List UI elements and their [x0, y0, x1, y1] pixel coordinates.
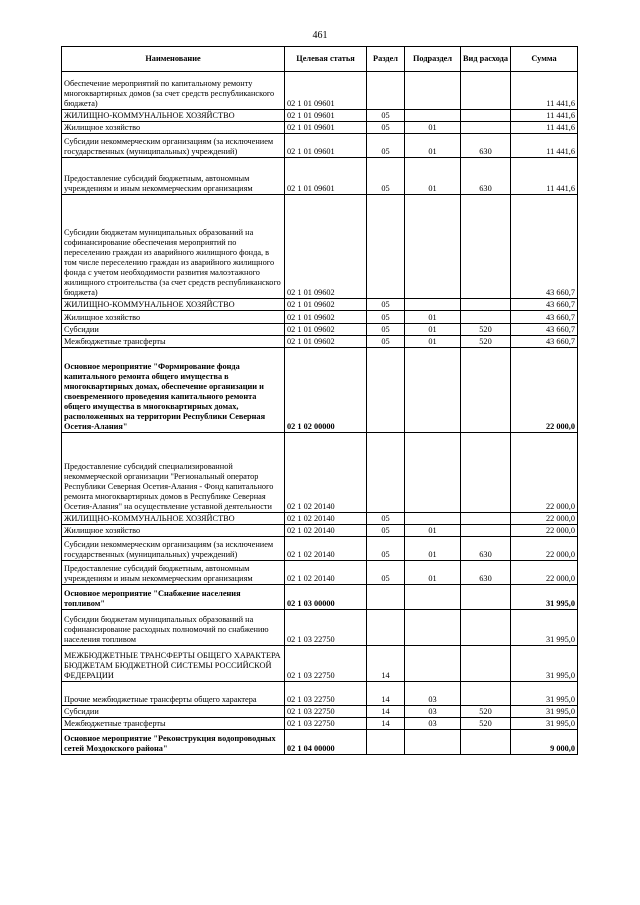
table-row [62, 561, 578, 585]
cell-name: МЕЖБЮДЖЕТНЫЕ ТРАНСФЕРТЫ ОБЩЕГО ХАРАКТЕРА БЮДЖЕТАМ БЮДЖЕТНОЙ СИСТЕМЫ РОССИЙСКОЙ ФЕДЕРАЦИИ [62, 646, 285, 682]
cell-section [367, 610, 405, 646]
header-expense-type: Вид расхода [461, 47, 511, 72]
table-row [62, 682, 578, 706]
table-row [62, 610, 578, 646]
cell-name: Субсидии бюджетам муниципальных образований на софинансирование обеспечения мероприятий по переселению граждан из аварийного жилищного фонда, в том числе переселению граждан из аварийного жилищного фонда с учетом необходимости развития малоэтажного жилищного строительства (за счет средств республиканского бюджета) [62, 195, 285, 299]
cell-target: 02 1 01 09602 [285, 311, 367, 324]
cell-name: Предоставление субсидий специализированной некоммерческой организации "Региональный оператор Республики Северная Осетия-Алания - Фонд капитального ремонта многоквартирных домов в Республике Северная Осетия-Алания" на осуществление уставной деятельности [62, 433, 285, 513]
cell-subsection [405, 730, 461, 755]
cell-section [367, 585, 405, 610]
cell-section: 05 [367, 110, 405, 122]
table-row [62, 513, 578, 525]
cell-expense-type [461, 195, 511, 299]
cell-name: Жилищное хозяйство [62, 525, 285, 537]
cell-expense-type [461, 433, 511, 513]
cell-subsection [405, 348, 461, 433]
cell-expense-type [461, 311, 511, 324]
cell-target: 02 1 02 20140 [285, 433, 367, 513]
cell-section: 14 [367, 718, 405, 730]
table-row [62, 311, 578, 324]
cell-target: 02 1 01 09602 [285, 336, 367, 348]
header-amount: Сумма [511, 47, 578, 72]
cell-amount: 43 660,7 [511, 336, 578, 348]
cell-section: 05 [367, 513, 405, 525]
cell-expense-type: 520 [461, 706, 511, 718]
cell-amount: 11 441,6 [511, 158, 578, 195]
cell-section [367, 72, 405, 110]
cell-name: ЖИЛИЩНО-КОММУНАЛЬНОЕ ХОЗЯЙСТВО [62, 513, 285, 525]
cell-subsection: 03 [405, 718, 461, 730]
header-section: Раздел [367, 47, 405, 72]
cell-subsection [405, 72, 461, 110]
cell-name: Основное мероприятие "Снабжение населения топливом" [62, 585, 285, 610]
cell-name: Субсидии бюджетам муниципальных образований на софинансирование расходных полномочий по снабжению населения топливом [62, 610, 285, 646]
cell-name: Основное мероприятие "Реконструкция водопроводных сетей Моздокского района" [62, 730, 285, 755]
cell-expense-type: 520 [461, 324, 511, 336]
cell-section [367, 730, 405, 755]
cell-target: 02 1 03 22750 [285, 610, 367, 646]
cell-target: 02 1 02 20140 [285, 561, 367, 585]
cell-expense-type [461, 348, 511, 433]
cell-name: Прочие межбюджетные трансферты общего характера [62, 682, 285, 706]
cell-amount: 22 000,0 [511, 561, 578, 585]
cell-target: 02 1 02 20140 [285, 525, 367, 537]
cell-expense-type: 630 [461, 537, 511, 561]
cell-name: Субсидии некоммерческим организациям (за исключением государственных (муниципальных) учреждений) [62, 134, 285, 158]
cell-amount: 22 000,0 [511, 537, 578, 561]
cell-target: 02 1 01 09601 [285, 122, 367, 134]
cell-target: 02 1 01 09601 [285, 158, 367, 195]
cell-section: 05 [367, 336, 405, 348]
cell-amount: 43 660,7 [511, 299, 578, 311]
cell-target: 02 1 01 09602 [285, 299, 367, 311]
cell-subsection [405, 299, 461, 311]
table-row [62, 585, 578, 610]
cell-amount: 31 995,0 [511, 706, 578, 718]
cell-target: 02 1 01 09601 [285, 72, 367, 110]
cell-target: 02 1 01 09601 [285, 134, 367, 158]
cell-expense-type: 520 [461, 336, 511, 348]
cell-section: 05 [367, 122, 405, 134]
cell-name: Межбюджетные трансферты [62, 718, 285, 730]
table-row [62, 730, 578, 755]
cell-expense-type [461, 72, 511, 110]
cell-amount: 11 441,6 [511, 110, 578, 122]
table-row [62, 336, 578, 348]
cell-subsection: 01 [405, 311, 461, 324]
cell-amount: 11 441,6 [511, 122, 578, 134]
cell-subsection [405, 195, 461, 299]
table-body [62, 72, 578, 755]
cell-section: 14 [367, 646, 405, 682]
cell-expense-type [461, 513, 511, 525]
table-row [62, 134, 578, 158]
cell-amount: 22 000,0 [511, 348, 578, 433]
cell-expense-type: 630 [461, 158, 511, 195]
table-row [62, 537, 578, 561]
cell-section: 14 [367, 682, 405, 706]
cell-section: 05 [367, 158, 405, 195]
cell-section: 05 [367, 525, 405, 537]
cell-section [367, 348, 405, 433]
table-row [62, 195, 578, 299]
cell-section: 14 [367, 706, 405, 718]
cell-name: Межбюджетные трансферты [62, 336, 285, 348]
table-row [62, 158, 578, 195]
cell-name: Субсидии [62, 706, 285, 718]
cell-section: 05 [367, 561, 405, 585]
cell-subsection: 01 [405, 336, 461, 348]
header-subsection: Подраздел [405, 47, 461, 72]
table-row [62, 348, 578, 433]
cell-amount: 31 995,0 [511, 610, 578, 646]
cell-section: 05 [367, 324, 405, 336]
table-row [62, 324, 578, 336]
cell-amount: 43 660,7 [511, 324, 578, 336]
table-row [62, 72, 578, 110]
cell-target: 02 1 02 00000 [285, 348, 367, 433]
cell-target: 02 1 03 22750 [285, 718, 367, 730]
cell-name: Обеспечение мероприятий по капитальному ремонту многоквартирных домов (за счет средств республиканского бюджета) [62, 72, 285, 110]
cell-subsection: 01 [405, 561, 461, 585]
table-row [62, 110, 578, 122]
table-row [62, 122, 578, 134]
budget-table [61, 46, 578, 755]
cell-expense-type [461, 585, 511, 610]
cell-subsection: 03 [405, 706, 461, 718]
cell-target: 02 1 03 22750 [285, 682, 367, 706]
cell-subsection: 03 [405, 682, 461, 706]
cell-target: 02 1 03 22750 [285, 706, 367, 718]
cell-section: 05 [367, 134, 405, 158]
cell-subsection [405, 646, 461, 682]
cell-subsection: 01 [405, 525, 461, 537]
cell-section [367, 195, 405, 299]
cell-subsection [405, 610, 461, 646]
cell-subsection [405, 433, 461, 513]
cell-expense-type: 520 [461, 718, 511, 730]
cell-target: 02 1 02 20140 [285, 537, 367, 561]
cell-name: Субсидии [62, 324, 285, 336]
cell-amount: 43 660,7 [511, 195, 578, 299]
cell-section: 05 [367, 537, 405, 561]
cell-name: Основное мероприятие "Формирование фонда капитального ремонта общего имущества в многоквартирных домах, обеспечение организации и своевременного проведения капитального ремонта общего имущества в многоквартирных домах, расположенных на территории Республики Северная Осетия-Алания" [62, 348, 285, 433]
cell-subsection [405, 513, 461, 525]
cell-amount: 31 995,0 [511, 646, 578, 682]
cell-expense-type [461, 682, 511, 706]
cell-amount: 43 660,7 [511, 311, 578, 324]
cell-subsection: 01 [405, 324, 461, 336]
cell-amount: 11 441,6 [511, 134, 578, 158]
cell-subsection: 01 [405, 122, 461, 134]
cell-expense-type [461, 110, 511, 122]
cell-amount: 9 000,0 [511, 730, 578, 755]
cell-section: 05 [367, 311, 405, 324]
cell-target: 02 1 01 09601 [285, 110, 367, 122]
cell-name: Жилищное хозяйство [62, 122, 285, 134]
cell-amount: 11 441,6 [511, 72, 578, 110]
cell-expense-type [461, 730, 511, 755]
cell-amount: 22 000,0 [511, 513, 578, 525]
cell-name: ЖИЛИЩНО-КОММУНАЛЬНОЕ ХОЗЯЙСТВО [62, 110, 285, 122]
cell-subsection: 01 [405, 134, 461, 158]
cell-subsection: 01 [405, 158, 461, 195]
cell-expense-type: 630 [461, 134, 511, 158]
cell-target: 02 1 03 22750 [285, 646, 367, 682]
cell-amount: 22 000,0 [511, 433, 578, 513]
cell-section [367, 433, 405, 513]
cell-expense-type: 630 [461, 561, 511, 585]
cell-expense-type [461, 525, 511, 537]
page-number: 461 [312, 30, 328, 41]
cell-amount: 31 995,0 [511, 682, 578, 706]
table-row [62, 706, 578, 718]
cell-amount: 22 000,0 [511, 525, 578, 537]
cell-name: Предоставление субсидий бюджетным, автономным учреждениям и иным некоммерческим организациям [62, 561, 285, 585]
header-target: Целевая статья [285, 47, 367, 72]
header-name: Наименование [62, 47, 285, 72]
table-row [62, 299, 578, 311]
table-row [62, 718, 578, 730]
cell-target: 02 1 04 00000 [285, 730, 367, 755]
cell-subsection: 01 [405, 537, 461, 561]
cell-target: 02 1 03 00000 [285, 585, 367, 610]
cell-name: Предоставление субсидий бюджетным, автономным учреждениям и иным некоммерческим организациям [62, 158, 285, 195]
cell-name: Жилищное хозяйство [62, 311, 285, 324]
cell-expense-type [461, 299, 511, 311]
cell-expense-type [461, 610, 511, 646]
cell-name: Субсидии некоммерческим организациям (за исключением государственных (муниципальных) учреждений) [62, 537, 285, 561]
cell-target: 02 1 01 09602 [285, 195, 367, 299]
cell-expense-type [461, 122, 511, 134]
table-header-row [62, 47, 578, 72]
cell-amount: 31 995,0 [511, 585, 578, 610]
cell-subsection [405, 585, 461, 610]
table-row [62, 433, 578, 513]
cell-section: 05 [367, 299, 405, 311]
cell-amount: 31 995,0 [511, 718, 578, 730]
cell-subsection [405, 110, 461, 122]
cell-name: ЖИЛИЩНО-КОММУНАЛЬНОЕ ХОЗЯЙСТВО [62, 299, 285, 311]
table-row [62, 646, 578, 682]
cell-target: 02 1 02 20140 [285, 513, 367, 525]
cell-expense-type [461, 646, 511, 682]
cell-target: 02 1 01 09602 [285, 324, 367, 336]
table-row [62, 525, 578, 537]
